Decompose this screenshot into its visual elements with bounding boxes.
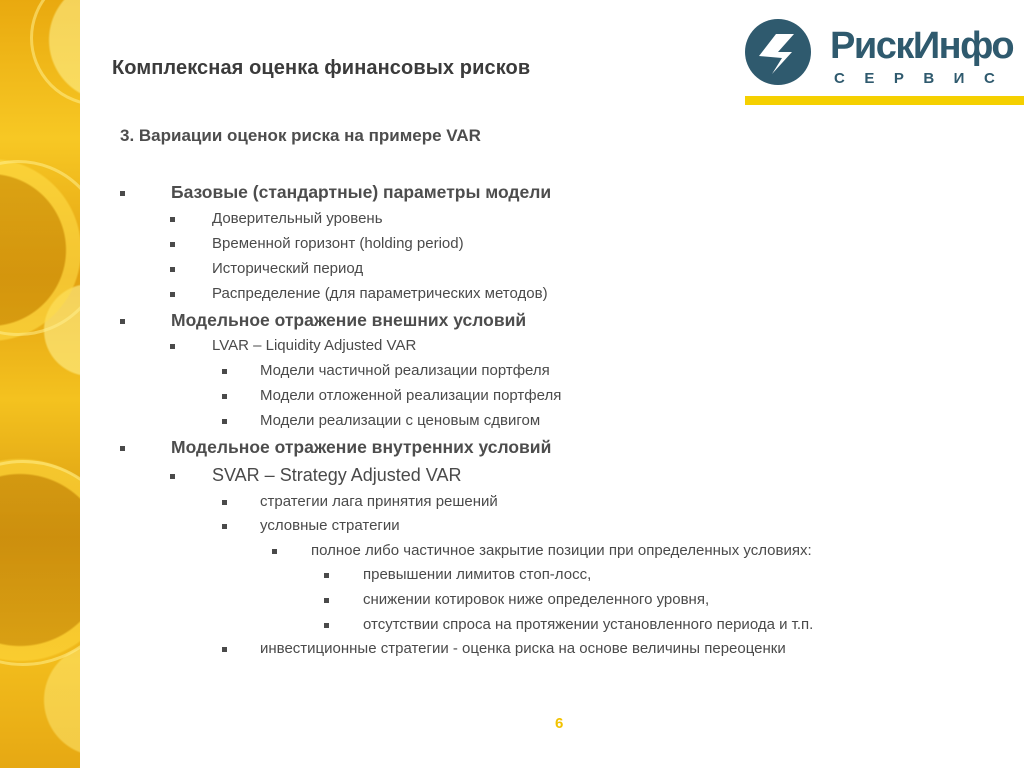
- bullet-text: условные стратегии: [260, 517, 400, 534]
- bullet-text: отсутствии спроса на протяжении установленного периода и т.п.: [363, 616, 814, 633]
- coin-ring: [0, 160, 80, 336]
- bullet-text: инвестиционные стратегии - оценка риска на основе величины переоценки: [260, 640, 786, 657]
- bullet-square-icon: [272, 549, 277, 554]
- bullet-item: [222, 412, 540, 429]
- bullet-text: снижении котировок ниже определенного уровня,: [363, 591, 710, 608]
- bullet-text: полное либо частичное закрытие позиции при определенных условиях:: [311, 542, 812, 559]
- bullet-text: Доверительный уровень: [212, 210, 383, 227]
- bullet-text: превышении лимитов стоп-лосс,: [363, 566, 592, 583]
- page-number: 6: [555, 715, 564, 732]
- logo-subtext: СЕРВИС: [834, 70, 1015, 87]
- slide-title: Комплексная оценка финансовых рисков: [112, 57, 531, 79]
- section-heading: Базовые (стандартные) параметры модели: [171, 182, 552, 202]
- coin-ring: [30, 0, 80, 106]
- logo-accent-bar: [745, 96, 1024, 105]
- decorative-gold-coins-strip: [0, 0, 80, 768]
- bullet-item: [222, 640, 786, 657]
- bullet-item: [324, 591, 709, 608]
- slide-subtitle: 3. Вариации оценок риска на примере VAR: [120, 126, 481, 145]
- bullet-square-icon: [120, 446, 125, 451]
- bullet-text: Исторический период: [212, 260, 364, 277]
- bullet-square-icon: [222, 647, 227, 652]
- bullet-text: Временной горизонт (holding period): [212, 235, 464, 252]
- company-logo: [744, 18, 1016, 90]
- bullet-square-icon: [170, 344, 175, 349]
- bullet-item: [222, 362, 550, 379]
- bullet-square-icon: [170, 474, 175, 479]
- bullet-square-icon: [170, 217, 175, 222]
- bullet-item: [170, 285, 548, 302]
- bullet-square-icon: [324, 573, 329, 578]
- logo-mark-icon: [744, 18, 814, 88]
- bullet-square-icon: [170, 267, 175, 272]
- bullet-square-icon: [170, 242, 175, 247]
- coin-ring: [0, 460, 80, 666]
- bullet-item: [222, 517, 400, 534]
- bullet-section-heading: [120, 182, 551, 203]
- bullet-text: стратегии лага принятия решений: [260, 493, 498, 510]
- section-heading: Модельное отражение внешних условий: [171, 310, 527, 330]
- bullet-square-icon: [222, 369, 227, 374]
- bullet-text: Модели отложенной реализации портфеля: [260, 387, 562, 404]
- logo-brand-text: РискИнфо: [830, 25, 1014, 67]
- bullet-subheading: [170, 465, 461, 486]
- bullet-square-icon: [120, 191, 125, 196]
- bullet-section-heading: [120, 437, 551, 458]
- bullet-item: [222, 493, 498, 510]
- bullet-text: Модели частичной реализации портфеля: [260, 362, 550, 379]
- bullet-section-heading: [120, 310, 526, 331]
- bullet-subheading: [170, 337, 416, 354]
- section-heading: Модельное отражение внутренних условий: [171, 437, 552, 457]
- bullet-item: [222, 387, 561, 404]
- bullet-text: Модели реализации с ценовым сдвигом: [260, 412, 541, 429]
- bullet-item: [324, 616, 813, 633]
- bullet-text: Распределение (для параметрических методов): [212, 285, 548, 302]
- bullet-item: [272, 542, 812, 559]
- bullet-text: SVAR – Strategy Adjusted VAR: [212, 465, 462, 485]
- bullet-square-icon: [222, 500, 227, 505]
- bullet-square-icon: [222, 524, 227, 529]
- bullet-item: [170, 260, 363, 277]
- bullet-square-icon: [324, 623, 329, 628]
- bullet-text: LVAR – Liquidity Adjusted VAR: [212, 337, 417, 354]
- bullet-item: [170, 210, 383, 227]
- bullet-square-icon: [222, 419, 227, 424]
- bullet-item: [170, 235, 464, 252]
- bullet-square-icon: [324, 598, 329, 603]
- bullet-item: [324, 566, 591, 583]
- bullet-square-icon: [120, 319, 125, 324]
- bullet-square-icon: [170, 292, 175, 297]
- bullet-square-icon: [222, 394, 227, 399]
